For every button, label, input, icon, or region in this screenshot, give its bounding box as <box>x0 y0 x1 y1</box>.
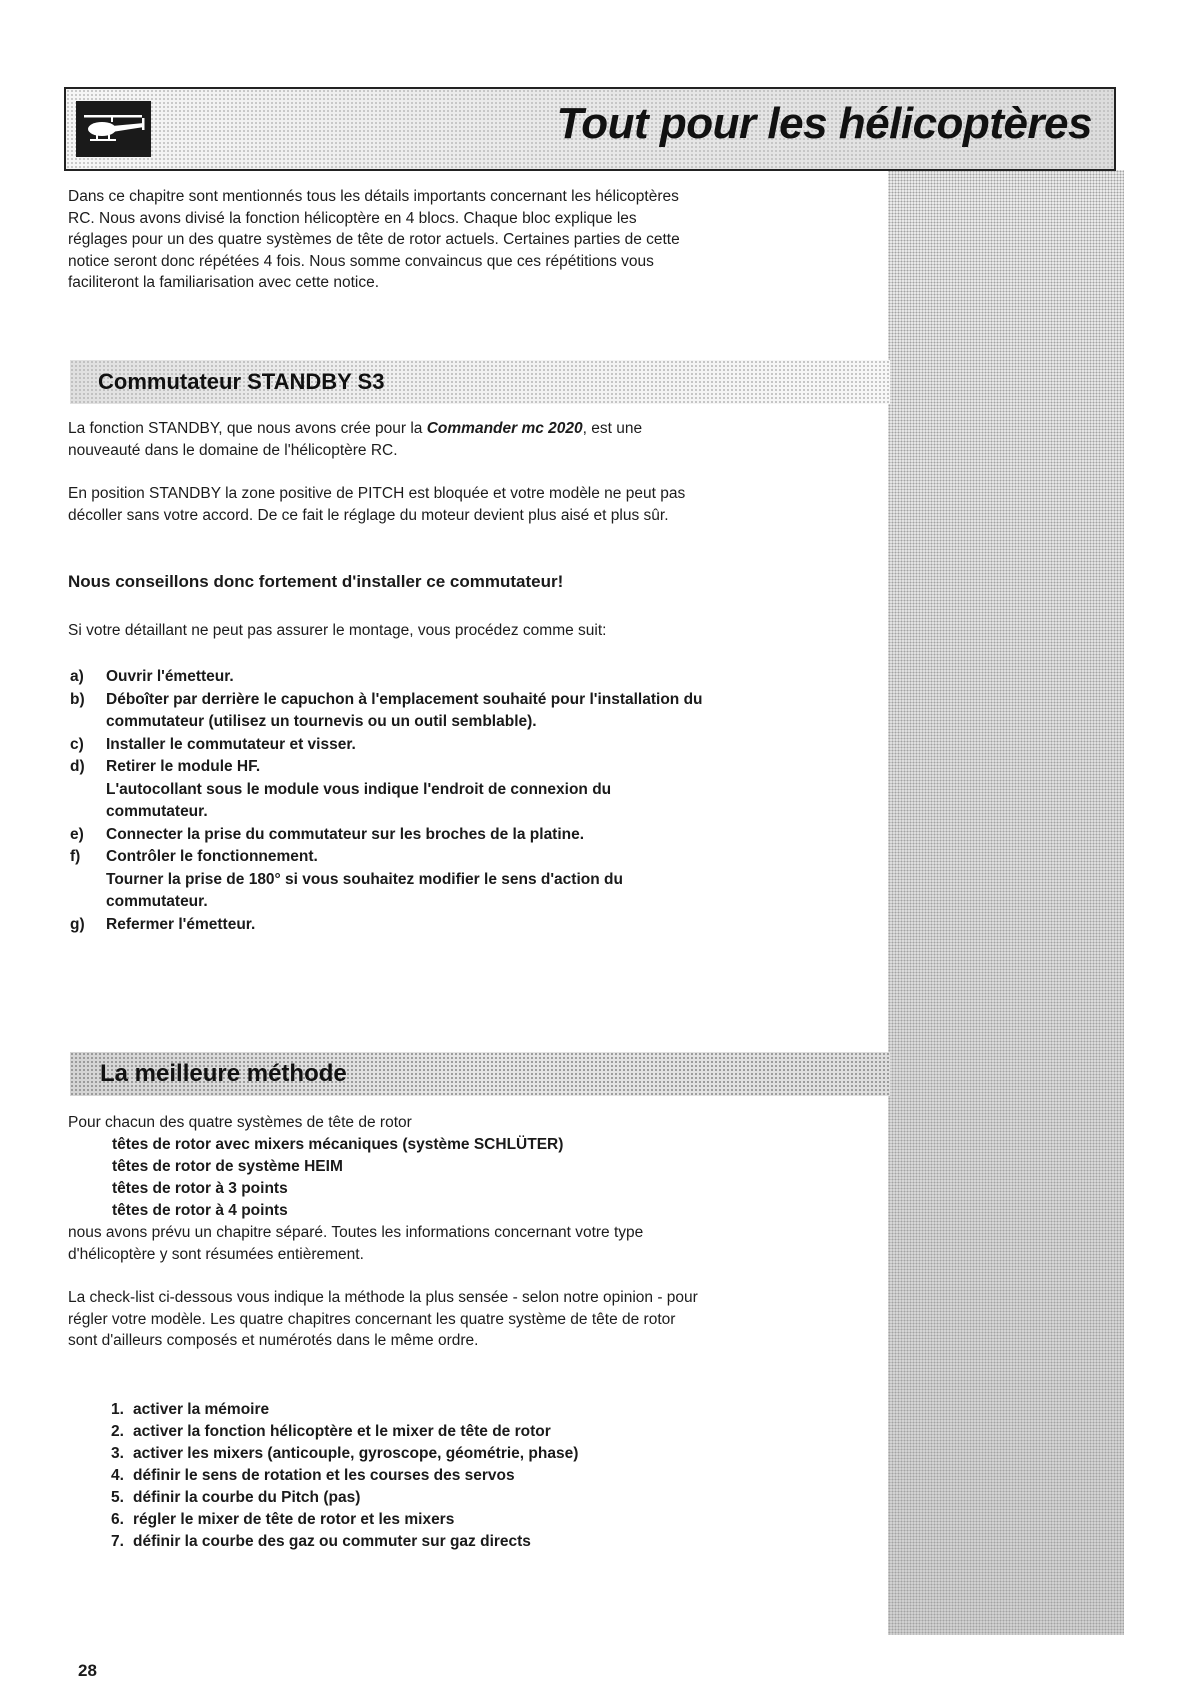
checklist-text: activer la mémoire <box>133 1401 270 1418</box>
intro-paragraph: Dans ce chapitre sont mentionnés tous les détails importants concernant les hélicoptères RC. Nous avons divisé la fonction hélicoptère en 4 blocs. Chaque bloc explique les réglages pour un des quatre systèmes de tête de rotor actuels. Certaines parties de cette notice seront donc répétées 4 fois. Nous somme convaincus que ces répétitions vous faciliteront la familiarisation avec cette notice. <box>68 188 680 291</box>
chapter-header-banner <box>64 87 1116 171</box>
checklist-text: définir la courbe du Pitch (pas) <box>133 1489 361 1506</box>
step-letter: b) <box>70 690 85 708</box>
step-text: Connecter la prise du commutateur sur les broches de la platine. <box>106 825 585 843</box>
rotor-head-list <box>112 1134 563 1222</box>
list-item <box>70 914 710 937</box>
list-item <box>111 1487 578 1509</box>
section-title-standby: Commutateur STANDBY S3 <box>98 369 385 394</box>
checklist-text: régler le mixer de tête de rotor et les mixers <box>133 1511 455 1528</box>
standby-paragraph-2: En position STANDBY la zone positive de PITCH est bloquée et votre modèle ne peut pas décoller sans votre accord. De ce fait le réglage du moteur devient plus aisé et plus sûr. <box>68 485 686 524</box>
step-letter: e) <box>70 825 84 843</box>
section-header-standby <box>70 360 890 404</box>
method-paragraph-1: Pour chacun des quatre systèmes de tête de rotor <box>68 1114 412 1131</box>
checklist-number: 2. <box>111 1423 124 1440</box>
step-text: Déboîter par derrière le capuchon à l'emplacement souhaité pour l'installation du commutateur (utilisez un tournevis ou un outil semblable). <box>106 690 703 730</box>
list-item <box>70 666 710 689</box>
standby-paragraph-1 <box>68 418 700 461</box>
step-letter: a) <box>70 668 84 685</box>
checklist-number: 4. <box>111 1467 124 1484</box>
step-extra: Tourner la prise de 180° si vous souhaitez modifier le sens d'action du commutateur. <box>106 870 623 910</box>
chapter-title: Tout pour les hélicoptères <box>556 99 1092 148</box>
step-text: Installer le commutateur et visser. <box>106 735 356 753</box>
list-item: têtes de rotor à 3 points <box>112 1180 288 1197</box>
step-text: Refermer l'émetteur. <box>106 915 256 933</box>
checklist-text: définir la courbe des gaz ou commuter sur gaz directs <box>133 1533 531 1550</box>
list-item <box>111 1531 578 1553</box>
step-letter: f) <box>70 848 81 865</box>
standby-p1-before: La fonction STANDBY, que nous avons crée pour la <box>68 420 427 437</box>
standby-p1-after: , est une nouveauté dans le domaine de l'hélicoptère RC. <box>68 420 643 459</box>
checklist-text: activer les mixers (anticouple, gyroscope, géométrie, phase) <box>133 1445 579 1462</box>
step-letter: g) <box>70 915 85 933</box>
side-screen-decoration <box>888 170 1124 1635</box>
step-text: Ouvrir l'émetteur. <box>106 668 234 685</box>
list-item: têtes de rotor avec mixers mécaniques (système SCHLÜTER) <box>112 1136 564 1153</box>
standby-advice: Nous conseillons donc fortement d'installer ce commutateur! <box>68 572 564 591</box>
section-header-method <box>70 1052 890 1096</box>
installation-steps <box>70 666 710 936</box>
method-paragraph-2: nous avons prévu un chapitre séparé. Toutes les informations concernant votre type d'hélicoptère y sont résumées entièrement. <box>68 1224 644 1263</box>
step-text: Retirer le module HF. <box>106 758 261 775</box>
helicopter-icon <box>76 101 151 157</box>
list-item: têtes de rotor de système HEIM <box>112 1158 343 1175</box>
list-item <box>111 1509 578 1531</box>
checklist-number: 6. <box>111 1511 124 1528</box>
checklist-number: 1. <box>111 1401 124 1418</box>
checklist-number: 3. <box>111 1445 124 1462</box>
step-extra: L'autocollant sous le module vous indique l'endroit de connexion du commutateur. <box>106 780 612 820</box>
list-item <box>70 756 710 824</box>
list-item <box>70 824 710 847</box>
checklist-text: activer la fonction hélicoptère et le mixer de tête de rotor <box>133 1423 551 1440</box>
list-item <box>70 734 710 757</box>
checklist-text: définir le sens de rotation et les courses des servos <box>133 1467 515 1484</box>
standby-product-name: Commander mc 2020 <box>426 420 583 437</box>
step-text: Contrôler le fonctionnement. <box>106 848 318 865</box>
page-number: 28 <box>78 1661 97 1680</box>
list-item: têtes de rotor à 4 points <box>112 1202 288 1219</box>
standby-paragraph-3: Si votre détaillant ne peut pas assurer le montage, vous procédez comme suit: <box>68 622 607 639</box>
step-letter: c) <box>70 735 84 753</box>
list-item <box>111 1399 578 1421</box>
step-letter: d) <box>70 758 85 775</box>
checklist-number: 7. <box>111 1533 124 1550</box>
list-item <box>70 689 710 734</box>
checklist <box>111 1399 578 1553</box>
list-item <box>111 1443 578 1465</box>
list-item <box>70 846 710 914</box>
list-item <box>111 1465 578 1487</box>
checklist-number: 5. <box>111 1489 124 1506</box>
list-item <box>111 1421 578 1443</box>
section-title-method: La meilleure méthode <box>100 1060 347 1087</box>
method-paragraph-3: La check-list ci-dessous vous indique la méthode la plus sensée - selon notre opinion - pour régler votre modèle. Les quatre chapitres concernant les quatre système de tête de rotor sont d'ailleurs composés et numérotés dans le même ordre. <box>68 1289 698 1349</box>
